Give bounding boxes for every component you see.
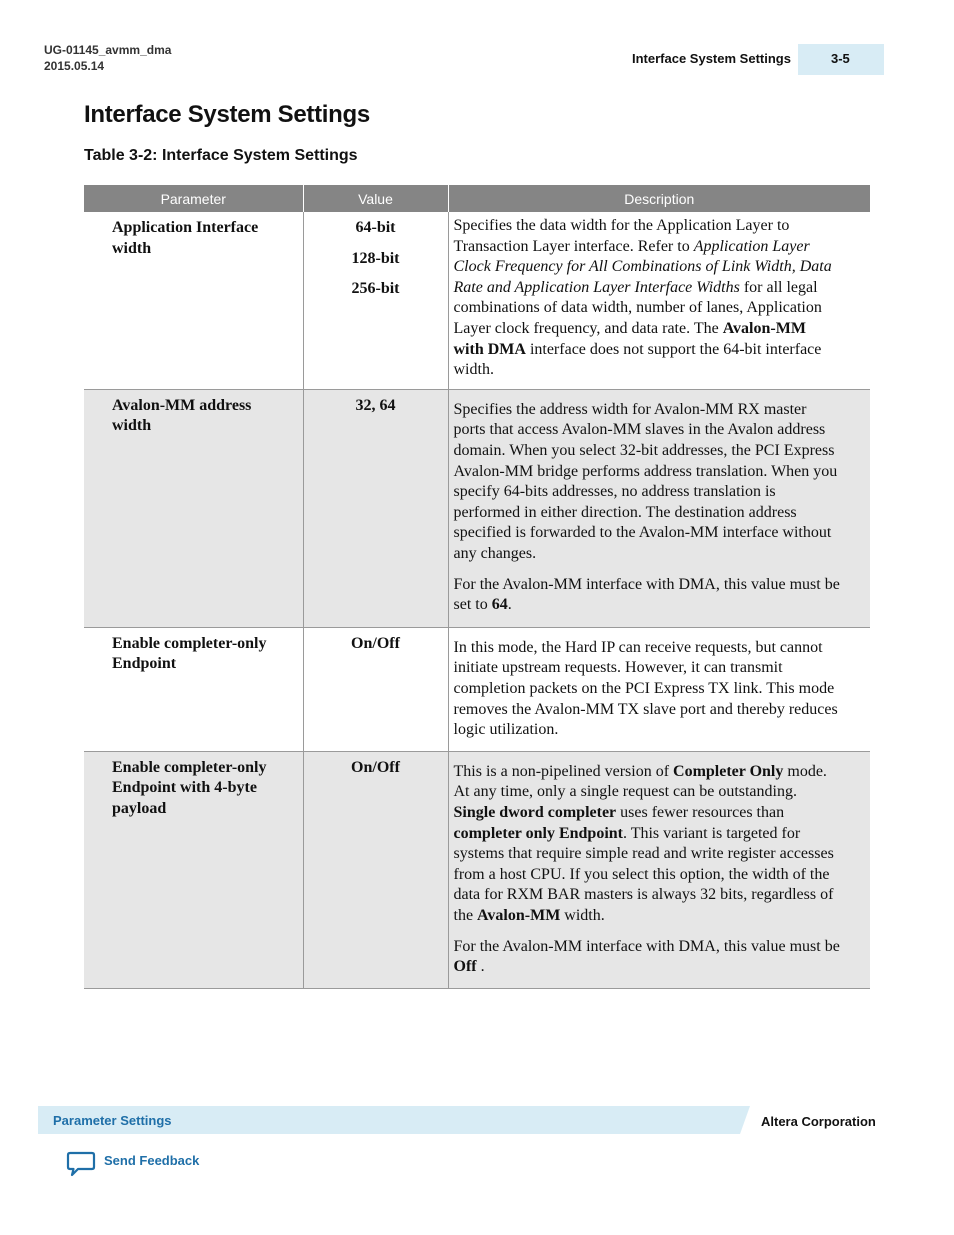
bold-term: Avalon-MM with DMA	[453, 319, 806, 358]
cross-reference: Application Layer Clock Frequency for All Combinations of Link Width, Data Rate and Application Layer Interface Widths	[453, 237, 832, 296]
description-paragraph	[454, 216, 841, 381]
description-text: In this mode, the Hard IP can receive requests, but cannot initiate upstream requests. However, it can transmit completion packets on the PCI Express TX link. This mode removes the Avalon-MM TX slave port and thereby reduces logic utilization.	[453, 638, 838, 739]
description-text: uses fewer resources than	[616, 803, 785, 821]
bold-term: Single dword completer	[453, 803, 617, 821]
running-header-title: Interface System Settings	[632, 51, 791, 66]
document-date: 2015.05.14	[44, 59, 105, 73]
value-cell	[303, 389, 448, 627]
footer-company: Altera Corporation	[761, 1114, 876, 1129]
value-cell	[303, 751, 448, 988]
description-text: This is a non-pipelined version of	[453, 762, 674, 780]
value-option: 32, 64	[355, 396, 396, 414]
description-text: width.	[560, 906, 605, 924]
document-id-block	[44, 42, 171, 74]
value-option: 128-bit	[351, 249, 400, 267]
description-paragraph	[454, 762, 841, 927]
value-cell	[303, 212, 448, 389]
column-header-value: Value	[303, 185, 448, 212]
parameter-cell: Application Interface width	[84, 212, 303, 389]
section-title: Interface System Settings	[84, 101, 370, 128]
description-cell	[448, 389, 870, 627]
description-cell	[448, 212, 870, 389]
page-number: 3-5	[831, 51, 850, 66]
description-text: .	[507, 596, 512, 614]
table-caption: Table 3-2: Interface System Settings	[84, 147, 358, 164]
description-text: For the Avalon-MM interface with DMA, this value must be	[453, 937, 840, 955]
parameter-cell: Enable completer-only Endpoint	[84, 627, 303, 751]
table-row	[84, 212, 870, 389]
description-text: mode. At any time, only a single request can be outstanding.	[453, 762, 827, 801]
value-option: 256-bit	[351, 280, 400, 298]
description-text: . This variant is targeted for systems that require simple read and write register accesses from a host CPU. If you select this option, the width of the data for RXM BAR masters is always 32 bits, regardless of the	[453, 824, 834, 924]
description-paragraph	[454, 937, 841, 978]
description-cell	[448, 627, 870, 751]
bold-term: 64	[491, 596, 508, 614]
table-row	[84, 751, 870, 988]
parameter-cell: Enable completer-only Endpoint with 4-byte payload	[84, 751, 303, 988]
description-cell	[448, 751, 870, 988]
description-paragraph	[454, 400, 841, 565]
value-cell	[303, 627, 448, 751]
column-header-parameter: Parameter	[84, 185, 303, 212]
parameter-cell: Avalon-MM address width	[84, 389, 303, 627]
interface-settings-table	[84, 185, 870, 989]
table-row	[84, 389, 870, 627]
description-text: Specifies the address width for Avalon-MM RX master ports that access Avalon-MM slaves in the Avalon address domain. When you select 32-bit addresses, the PCI Express Avalon-MM bridge performs address translation. When you specify 64-bits addresses, no address translation is performed in either direction. The destination address specified is forwarded to the Avalon-MM interface without any changes.	[453, 400, 838, 562]
value-option: On/Off	[351, 634, 400, 652]
description-text: Specifies the data width for the Application Layer to Transaction Layer interface. Refer to	[453, 217, 790, 255]
bold-term: Avalon-MM	[477, 906, 561, 924]
bold-term: Off	[453, 958, 477, 976]
description-text: interface does not support the 64-bit interface width.	[453, 340, 822, 379]
table-header-row	[84, 185, 870, 212]
description-text: for all legal combinations of data width, number of lanes, Application Layer clock frequency, and data rate. The	[453, 278, 822, 337]
description-paragraph	[454, 575, 841, 616]
footer-section-link[interactable]: Parameter Settings	[53, 1113, 172, 1128]
description-paragraph	[454, 638, 841, 741]
description-text: .	[476, 958, 485, 976]
bold-term: Completer Only	[673, 762, 784, 780]
column-header-description: Description	[448, 185, 870, 212]
send-feedback-link[interactable]: Send Feedback	[104, 1153, 200, 1168]
description-text: For the Avalon-MM interface with DMA, this value must be set to	[453, 575, 840, 614]
document-id: UG-01145_avmm_dma	[44, 43, 172, 57]
value-option: 64-bit	[355, 219, 396, 236]
value-option: On/Off	[351, 758, 400, 776]
bold-term: completer only Endpoint	[453, 824, 623, 842]
speech-bubble-icon[interactable]	[66, 1150, 96, 1178]
table-row	[84, 627, 870, 751]
